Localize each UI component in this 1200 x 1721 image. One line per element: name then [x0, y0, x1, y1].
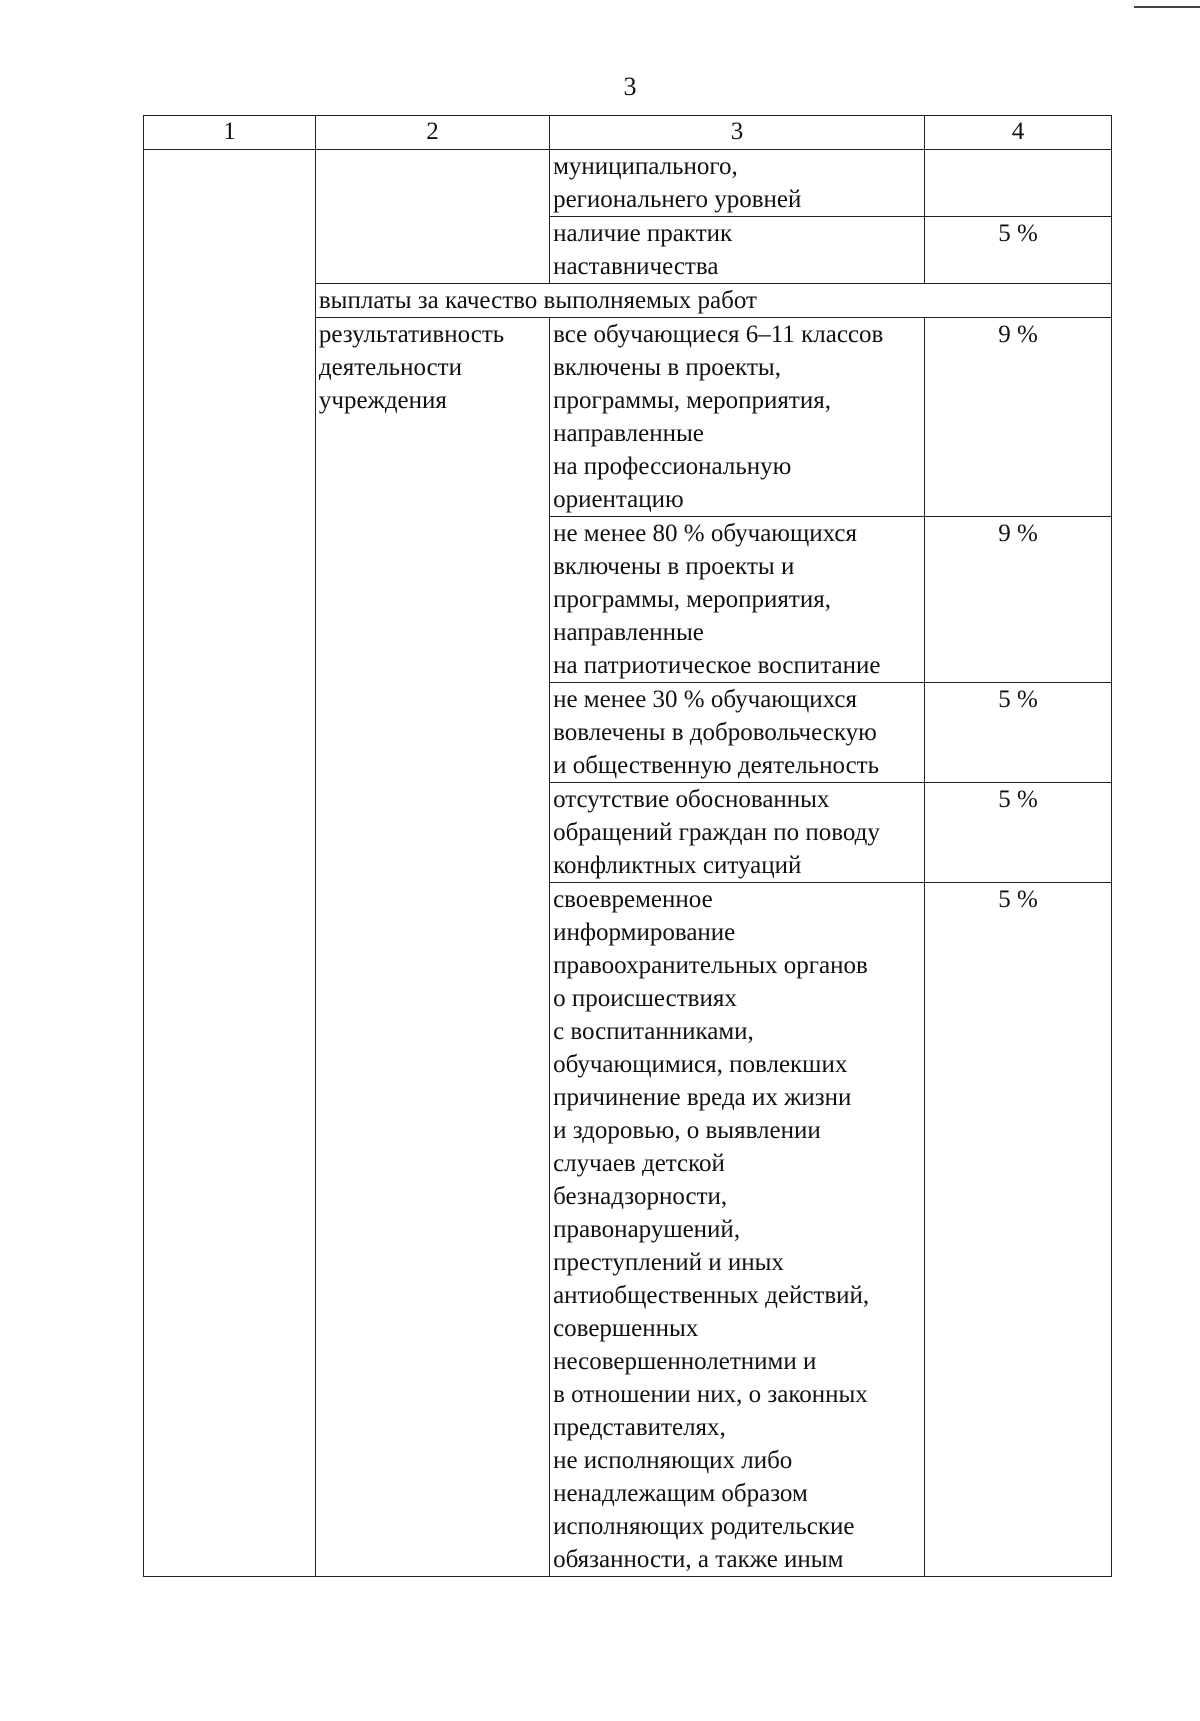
criterion-line: представителях, [553, 1414, 726, 1441]
table-row [144, 150, 1112, 217]
criterion-line: наличие практик [553, 220, 733, 247]
header-cell-4: 4 [925, 116, 1112, 150]
criterion-line: безнадзорности, [553, 1183, 728, 1210]
header-cell-3: 3 [550, 116, 925, 150]
criterion-line: не исполняющих либо [553, 1447, 793, 1474]
criterion-line: совершенных [553, 1315, 699, 1342]
criterion-cell [550, 318, 925, 517]
group-title-line: учреждения [318, 387, 447, 414]
weight-cell: 9 % [925, 318, 1112, 517]
group-title-cell [315, 318, 549, 1577]
criterion-line: программы, мероприятия, [553, 387, 831, 414]
header-cell-1: 1 [144, 116, 316, 150]
criterion-line: случаев детской [553, 1150, 725, 1177]
criterion-line: отсутствие обоснованных [553, 786, 830, 813]
header-row [144, 116, 1112, 150]
criterion-line: не менее 30 % обучающихся [553, 686, 857, 713]
criterion-line: все обучающиеся 6–11 классов [553, 321, 884, 348]
criterion-cell [550, 217, 925, 284]
criterion-line: своевременное [553, 886, 713, 913]
criterion-line: обращений граждан по поводу [553, 819, 880, 846]
criterion-line: причинение вреда их жизни [553, 1084, 852, 1111]
criterion-line: информирование [553, 919, 736, 946]
criterion-line: исполняющих родительские [553, 1513, 855, 1540]
criterion-line: программы, мероприятия, [553, 586, 831, 613]
criterion-line: направленные [553, 619, 704, 646]
col2-empty-cell [315, 150, 549, 284]
criteria-table [143, 115, 1112, 1577]
criterion-line: ориентацию [553, 486, 684, 513]
criterion-line: и общественную деятельность [553, 752, 879, 779]
weight-cell: 5 % [925, 883, 1112, 1577]
criterion-line: вовлечены в добровольческую [553, 719, 877, 746]
criterion-line: наставничества [553, 253, 719, 280]
criterion-line: ненадлежащим образом [553, 1480, 808, 1507]
criterion-cell [550, 883, 925, 1577]
criterion-line: муниципального, [553, 153, 738, 180]
criterion-line: в отношении них, о законных [553, 1381, 868, 1408]
criterion-cell [550, 517, 925, 683]
weight-cell [925, 150, 1112, 217]
weight-cell: 9 % [925, 517, 1112, 683]
page-number: 3 [623, 72, 637, 101]
criterion-line: антиобщественных действий, [553, 1282, 870, 1309]
criterion-cell [550, 783, 925, 883]
header-cell-2: 2 [315, 116, 549, 150]
criterion-line: и здоровью, о выявлении [553, 1117, 821, 1144]
criterion-line: не менее 80 % обучающихся [553, 520, 857, 547]
criterion-line: включены в проекты и [553, 553, 795, 580]
criterion-line: на патриотическое воспитание [553, 652, 881, 679]
weight-cell: 5 % [925, 683, 1112, 783]
weight-cell: 5 % [925, 783, 1112, 883]
criterion-line: обязанности, а также иным [553, 1546, 844, 1573]
criterion-cell [550, 683, 925, 783]
criterion-line: несовершеннолетними и [553, 1348, 817, 1375]
group-title-line: деятельности [318, 354, 462, 381]
scan-corner-mark [1134, 0, 1200, 8]
col1-empty-cell [144, 150, 316, 1577]
criterion-line: преступлений и иных [553, 1249, 784, 1276]
weight-cell: 5 % [925, 217, 1112, 284]
criterion-cell [550, 150, 925, 217]
criterion-line: на профессиональную [553, 453, 792, 480]
criterion-line: региональнего уровней [553, 186, 802, 213]
group-title-line: результативность [318, 321, 505, 348]
criterion-line: конфликтных ситуаций [553, 852, 802, 879]
criterion-line: правоохранительных органов [553, 952, 868, 979]
criterion-line: о происшествиях [553, 985, 737, 1012]
criterion-line: правонарушений, [553, 1216, 741, 1243]
criterion-line: с воспитанниками, [553, 1018, 754, 1045]
criterion-line: направленные [553, 420, 704, 447]
criterion-line: включены в проекты, [553, 354, 781, 381]
section-title: выплаты за качество выполняемых работ [315, 284, 1111, 318]
criterion-line: обучающимися, повлекших [553, 1051, 848, 1078]
